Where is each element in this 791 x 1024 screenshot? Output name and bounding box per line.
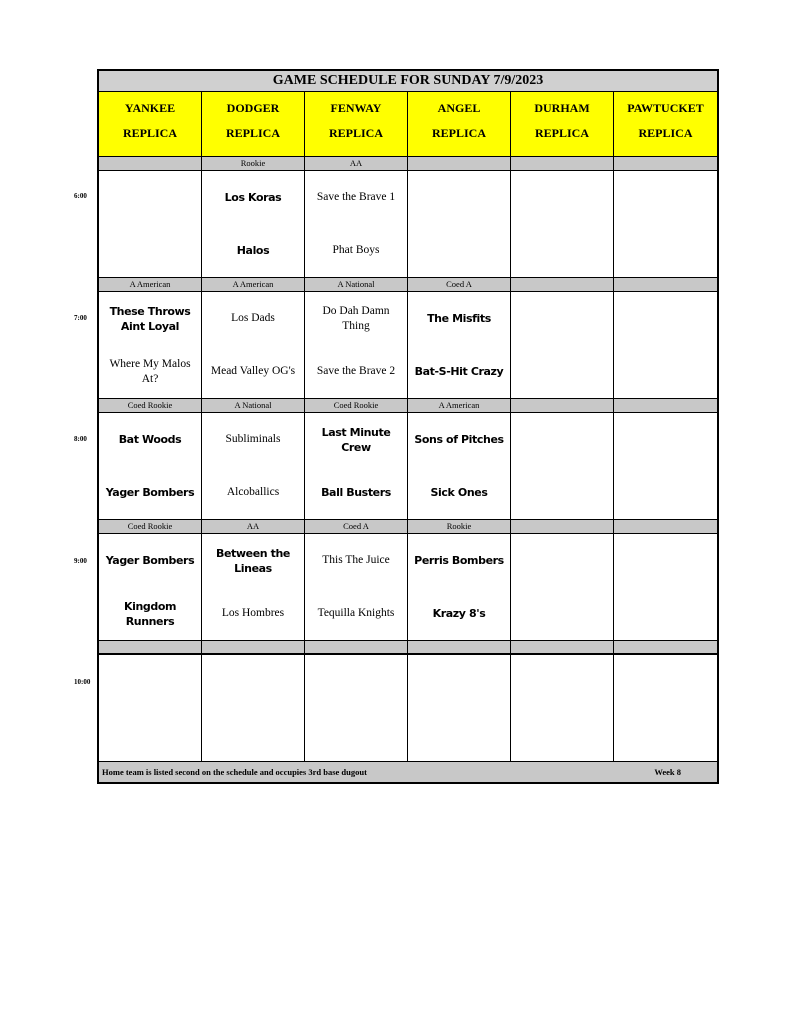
game-cell (614, 534, 717, 640)
field-subtitle: REPLICA (431, 126, 486, 140)
home-team (511, 587, 613, 640)
division-row (99, 399, 717, 413)
division-label (614, 641, 717, 655)
division-label: Coed Rookie (99, 520, 202, 535)
visiting-team: The Misfits (427, 312, 491, 325)
field-subtitle: REPLICA (328, 126, 383, 140)
home-team (511, 708, 613, 761)
game-cell (202, 292, 305, 398)
game-cell (614, 413, 717, 519)
schedule-body (99, 157, 717, 762)
footer-note: Home team is listed second on the schedule and occupies 3rd base dugout (102, 767, 367, 777)
field-subtitle: REPLICA (225, 126, 280, 140)
visiting-team: Do Dah Damn Thing (322, 304, 390, 332)
time-slot-row (99, 534, 717, 641)
game-cell (202, 413, 305, 519)
division-label (408, 157, 511, 172)
division-label: Rookie (408, 520, 511, 535)
game-cell (614, 171, 717, 277)
division-label: A American (202, 278, 305, 293)
time-slot-row (99, 292, 717, 399)
game-cell (511, 171, 614, 277)
division-label (614, 278, 717, 293)
time-label: 7:00 (74, 313, 87, 322)
visiting-team (99, 171, 201, 224)
home-team: Los Hombres (221, 607, 285, 619)
field-header-pawtucket (614, 92, 717, 156)
division-label (99, 157, 202, 172)
home-team: Yager Bombers (105, 486, 195, 499)
division-label: AA (202, 520, 305, 535)
division-row (99, 520, 717, 534)
home-team: Halos (236, 244, 270, 257)
visiting-team: Bat Woods (118, 433, 182, 446)
field-header-durham (511, 92, 614, 156)
visiting-team: Los Koras (224, 191, 282, 204)
division-row (99, 278, 717, 292)
division-label (511, 520, 614, 535)
visiting-team (99, 655, 201, 708)
visiting-team (305, 655, 407, 708)
visiting-team (614, 413, 717, 466)
visiting-team: Save the Brave 1 (316, 191, 396, 203)
game-cell (305, 413, 408, 519)
time-slot-row (99, 171, 717, 278)
visiting-team: Yager Bombers (105, 554, 195, 567)
home-team (614, 466, 717, 519)
home-team (408, 224, 510, 277)
division-label (305, 641, 408, 655)
visiting-team (511, 292, 613, 345)
visiting-team: This The Juice (322, 554, 390, 566)
division-label: Rookie (202, 157, 305, 172)
game-cell (408, 655, 511, 761)
home-team: Bat-S-Hit Crazy (414, 365, 504, 378)
home-team: Kingdom Runners (123, 599, 177, 628)
game-cell (614, 655, 717, 761)
game-cell (305, 292, 408, 398)
home-team: Krazy 8's (432, 607, 486, 620)
division-label: Coed Rookie (305, 399, 408, 414)
home-team: Tequilla Knights (317, 607, 395, 619)
footer-bar (99, 762, 717, 782)
visiting-team (614, 534, 717, 587)
home-team: Ball Busters (321, 486, 391, 499)
division-label: AA (305, 157, 408, 172)
field-name: DODGER (226, 101, 280, 115)
field-header-angel (408, 92, 511, 156)
division-label: A National (202, 399, 305, 414)
game-cell (408, 534, 511, 640)
division-row (99, 641, 717, 655)
field-subtitle: REPLICA (534, 126, 589, 140)
visiting-team (408, 171, 510, 224)
division-label (614, 157, 717, 172)
division-label: Coed A (305, 520, 408, 535)
game-cell (614, 292, 717, 398)
division-label (202, 641, 305, 655)
home-team (511, 224, 613, 277)
home-team: Where My Malos At? (109, 357, 191, 385)
visiting-team (614, 292, 717, 345)
home-team: Mead Valley OG's (210, 365, 296, 377)
division-label (614, 520, 717, 535)
division-label: A American (99, 278, 202, 293)
time-slot-row (99, 413, 717, 520)
home-team: Save the Brave 2 (316, 365, 396, 377)
home-team (614, 587, 717, 640)
division-label: Coed A (408, 278, 511, 293)
visiting-team: Perris Bombers (414, 554, 504, 567)
week-label: Week 8 (654, 767, 681, 777)
game-cell (305, 534, 408, 640)
field-name: DURHAM (534, 101, 590, 115)
visiting-team (511, 534, 613, 587)
home-team (511, 345, 613, 398)
division-label: A American (408, 399, 511, 414)
home-team (99, 708, 201, 761)
field-header-fenway (305, 92, 408, 156)
field-header-row (99, 92, 717, 157)
time-label: 9:00 (74, 556, 87, 565)
visiting-team (408, 655, 510, 708)
field-header-dodger (202, 92, 305, 156)
game-cell (99, 292, 202, 398)
game-cell (305, 171, 408, 277)
time-label: 8:00 (74, 435, 87, 443)
field-subtitle: REPLICA (638, 126, 693, 140)
visiting-team (511, 413, 613, 466)
game-cell (202, 655, 305, 761)
visiting-team (202, 655, 304, 708)
time-label: 6:00 (74, 192, 87, 200)
visiting-team (614, 655, 717, 708)
visiting-team (511, 171, 613, 224)
home-team (614, 224, 717, 277)
game-cell (202, 171, 305, 277)
visiting-team (511, 655, 613, 708)
home-team: Phat Boys (332, 244, 380, 256)
game-cell (408, 171, 511, 277)
field-name: YANKEE (124, 101, 176, 115)
home-team (614, 708, 717, 761)
game-cell (99, 171, 202, 277)
field-header-yankee (99, 92, 202, 156)
visiting-team: Los Dads (231, 312, 275, 324)
game-cell (511, 534, 614, 640)
game-cell (202, 534, 305, 640)
home-team (614, 345, 717, 398)
division-label (511, 641, 614, 655)
field-name: PAWTUCKET (627, 101, 704, 115)
field-subtitle: REPLICA (122, 126, 177, 140)
field-name: ANGEL (437, 101, 481, 115)
visiting-team: Last Minute Crew (321, 425, 391, 454)
game-cell (511, 655, 614, 761)
division-label: A National (305, 278, 408, 293)
division-label (511, 278, 614, 293)
game-cell (511, 292, 614, 398)
game-cell (305, 655, 408, 761)
home-team: Sick Ones (430, 486, 488, 499)
home-team (511, 466, 613, 519)
time-label: 10:00 (74, 678, 91, 686)
division-row (99, 157, 717, 171)
visiting-team: Sons of Pitches (414, 433, 504, 446)
visiting-team: Subliminals (225, 433, 281, 445)
visiting-team: These Throws Aint Loyal (109, 304, 191, 333)
visiting-team (614, 171, 717, 224)
home-team (305, 708, 407, 761)
game-cell (99, 534, 202, 640)
division-label (511, 399, 614, 414)
division-label (614, 399, 717, 414)
division-label (99, 641, 202, 655)
home-team (99, 224, 201, 277)
schedule-title: GAME SCHEDULE FOR SUNDAY 7/9/2023 (99, 71, 717, 92)
game-cell (99, 655, 202, 761)
division-label: Coed Rookie (99, 399, 202, 414)
schedule-table (97, 69, 719, 784)
time-slot-row (99, 655, 717, 762)
division-label (511, 157, 614, 172)
home-team: Alcoballics (226, 486, 280, 498)
game-cell (511, 413, 614, 519)
game-cell (408, 413, 511, 519)
field-name: FENWAY (330, 101, 382, 115)
game-cell (99, 413, 202, 519)
home-team (202, 708, 304, 761)
division-label (408, 641, 511, 655)
visiting-team: Between the Lineas (216, 546, 290, 575)
game-cell (408, 292, 511, 398)
home-team (408, 708, 510, 761)
